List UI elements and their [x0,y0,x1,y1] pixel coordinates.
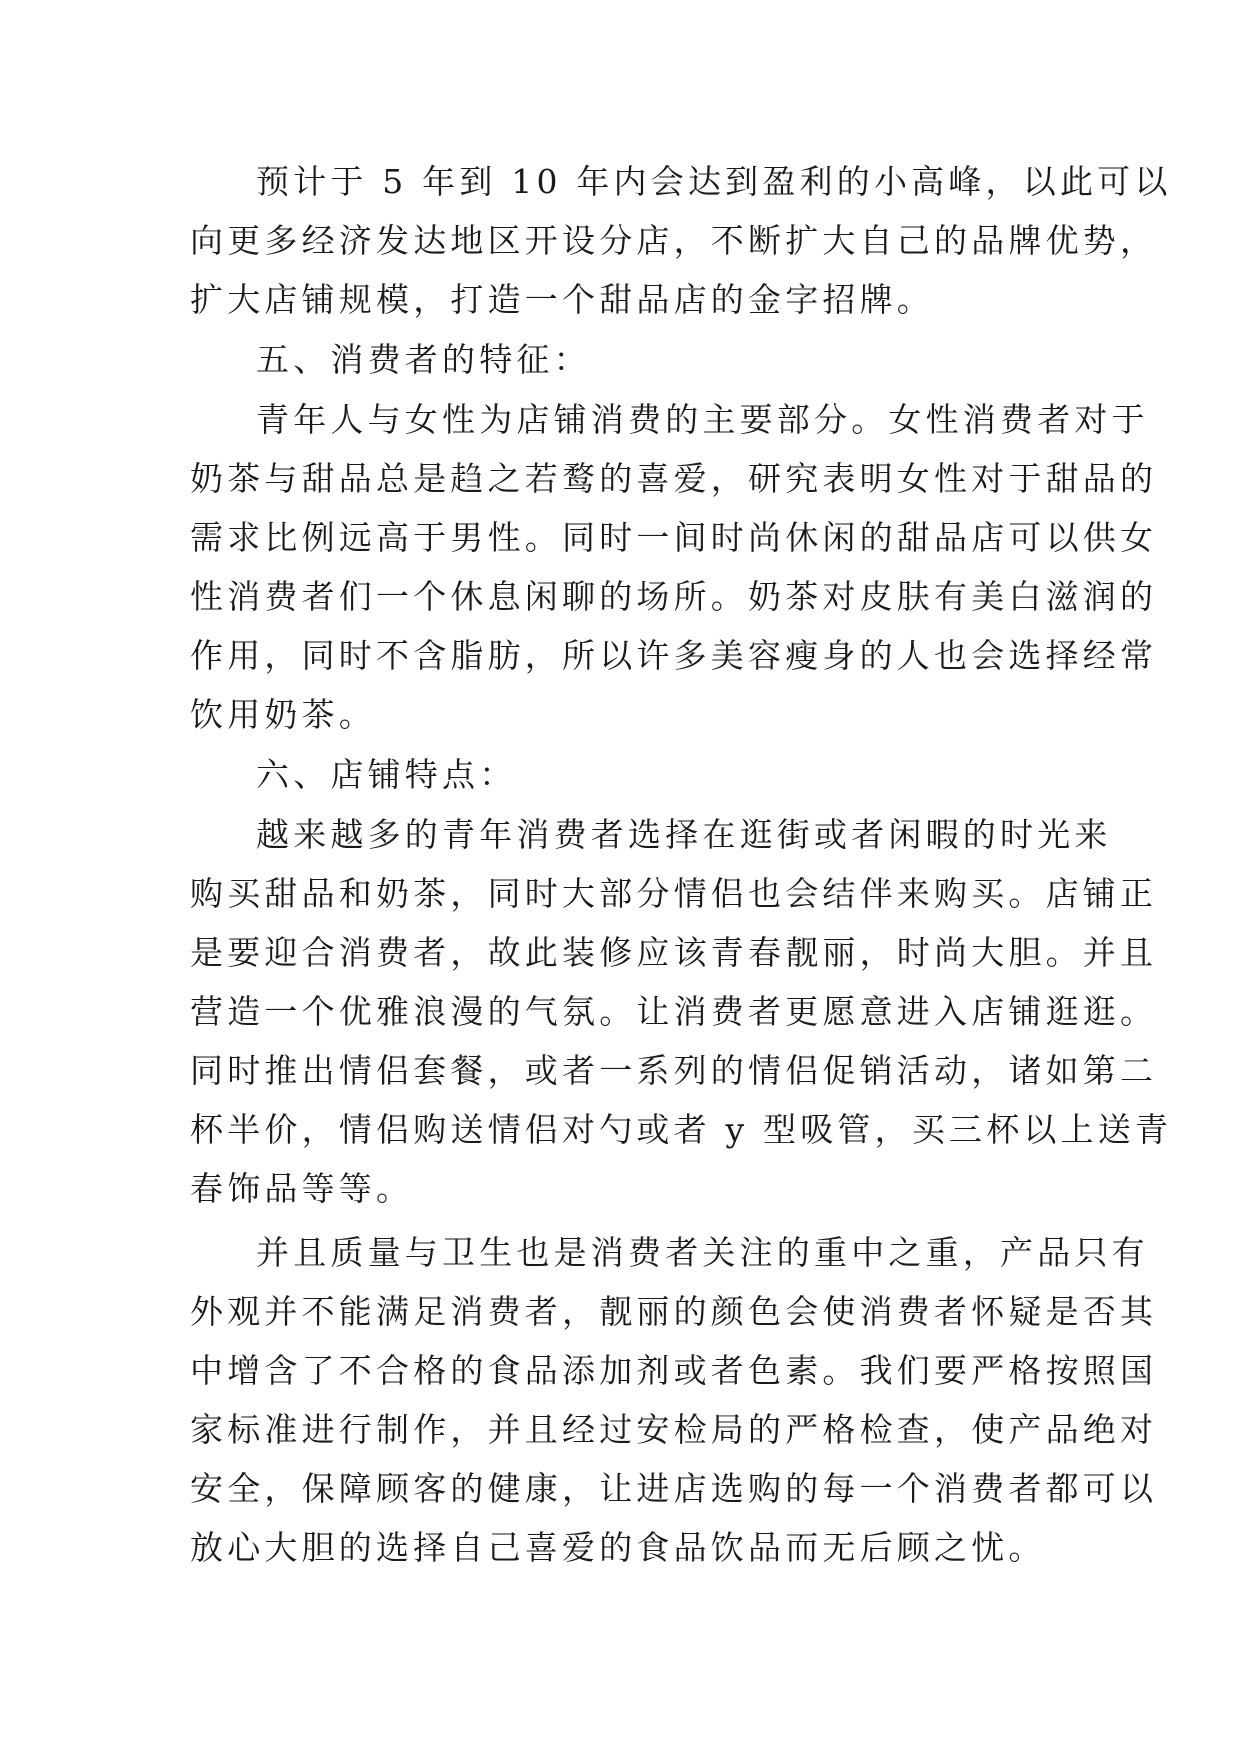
text-line: 并且质量与卫生也是消费者关注的重中之重，产品只有 [256,1233,1149,1272]
text-line: 外观并不能满足消费者，靓丽的颜色会使消费者怀疑是否其 [190,1292,1158,1331]
section-heading: 六、店铺特点： [256,755,517,794]
text-line: 放心大胆的选择自己喜爱的食品饮品而无后顾之忧。 [190,1528,1046,1567]
section-heading: 五、消费者的特征： [256,340,591,379]
text-line: 中增含了不合格的食品添加剂或者色素。我们要严格按照国 [190,1351,1158,1390]
text-line: 杯半价，情侣购送情侣对勺或者 y 型吸管，买三杯以上送青 [190,1110,1173,1149]
text-line: 越来越多的青年消费者选择在逛街或者闲暇的时光来 [256,815,1112,854]
text-line: 同时推出情侣套餐，或者一系列的情侣促销活动，诸如第二 [190,1051,1158,1090]
text-line: 是要迎合消费者，故此装修应该青春靓丽，时尚大胆。并且 [190,933,1158,972]
text-line: 奶茶与甜品总是趋之若鹜的喜爱，研究表明女性对于甜品的 [190,459,1158,498]
text-line: 购买甜品和奶茶，同时大部分情侣也会结伴来购买。店铺正 [190,874,1158,913]
text-line: 性消费者们一个休息闲聊的场所。奶茶对皮肤有美白滋润的 [190,577,1158,616]
text-line: 扩大店铺规模，打造一个甜品店的金字招牌。 [190,280,934,319]
text-line: 向更多经济发达地区开设分店，不断扩大自己的品牌优势， [190,221,1158,260]
text-line: 营造一个优雅浪漫的气氛。让消费者更愿意进入店铺逛逛。 [190,992,1158,1031]
text-line: 预计于 5 年到 10 年内会达到盈利的小高峰，以此可以 [256,162,1172,201]
text-line: 春饰品等等。 [190,1169,414,1208]
text-line: 安全，保障顾客的健康，让进店选购的每一个消费者都可以 [190,1469,1158,1508]
text-line: 需求比例远高于男性。同时一间时尚休闲的甜品店可以供女 [190,518,1158,557]
text-line: 青年人与女性为店铺消费的主要部分。女性消费者对于 [256,400,1149,439]
text-line: 饮用奶茶。 [190,695,376,734]
text-line: 作用，同时不含脂肪，所以许多美容瘦身的人也会选择经常 [190,636,1158,675]
text-line: 家标准进行制作，并且经过安检局的严格检查，使产品绝对 [190,1410,1158,1449]
